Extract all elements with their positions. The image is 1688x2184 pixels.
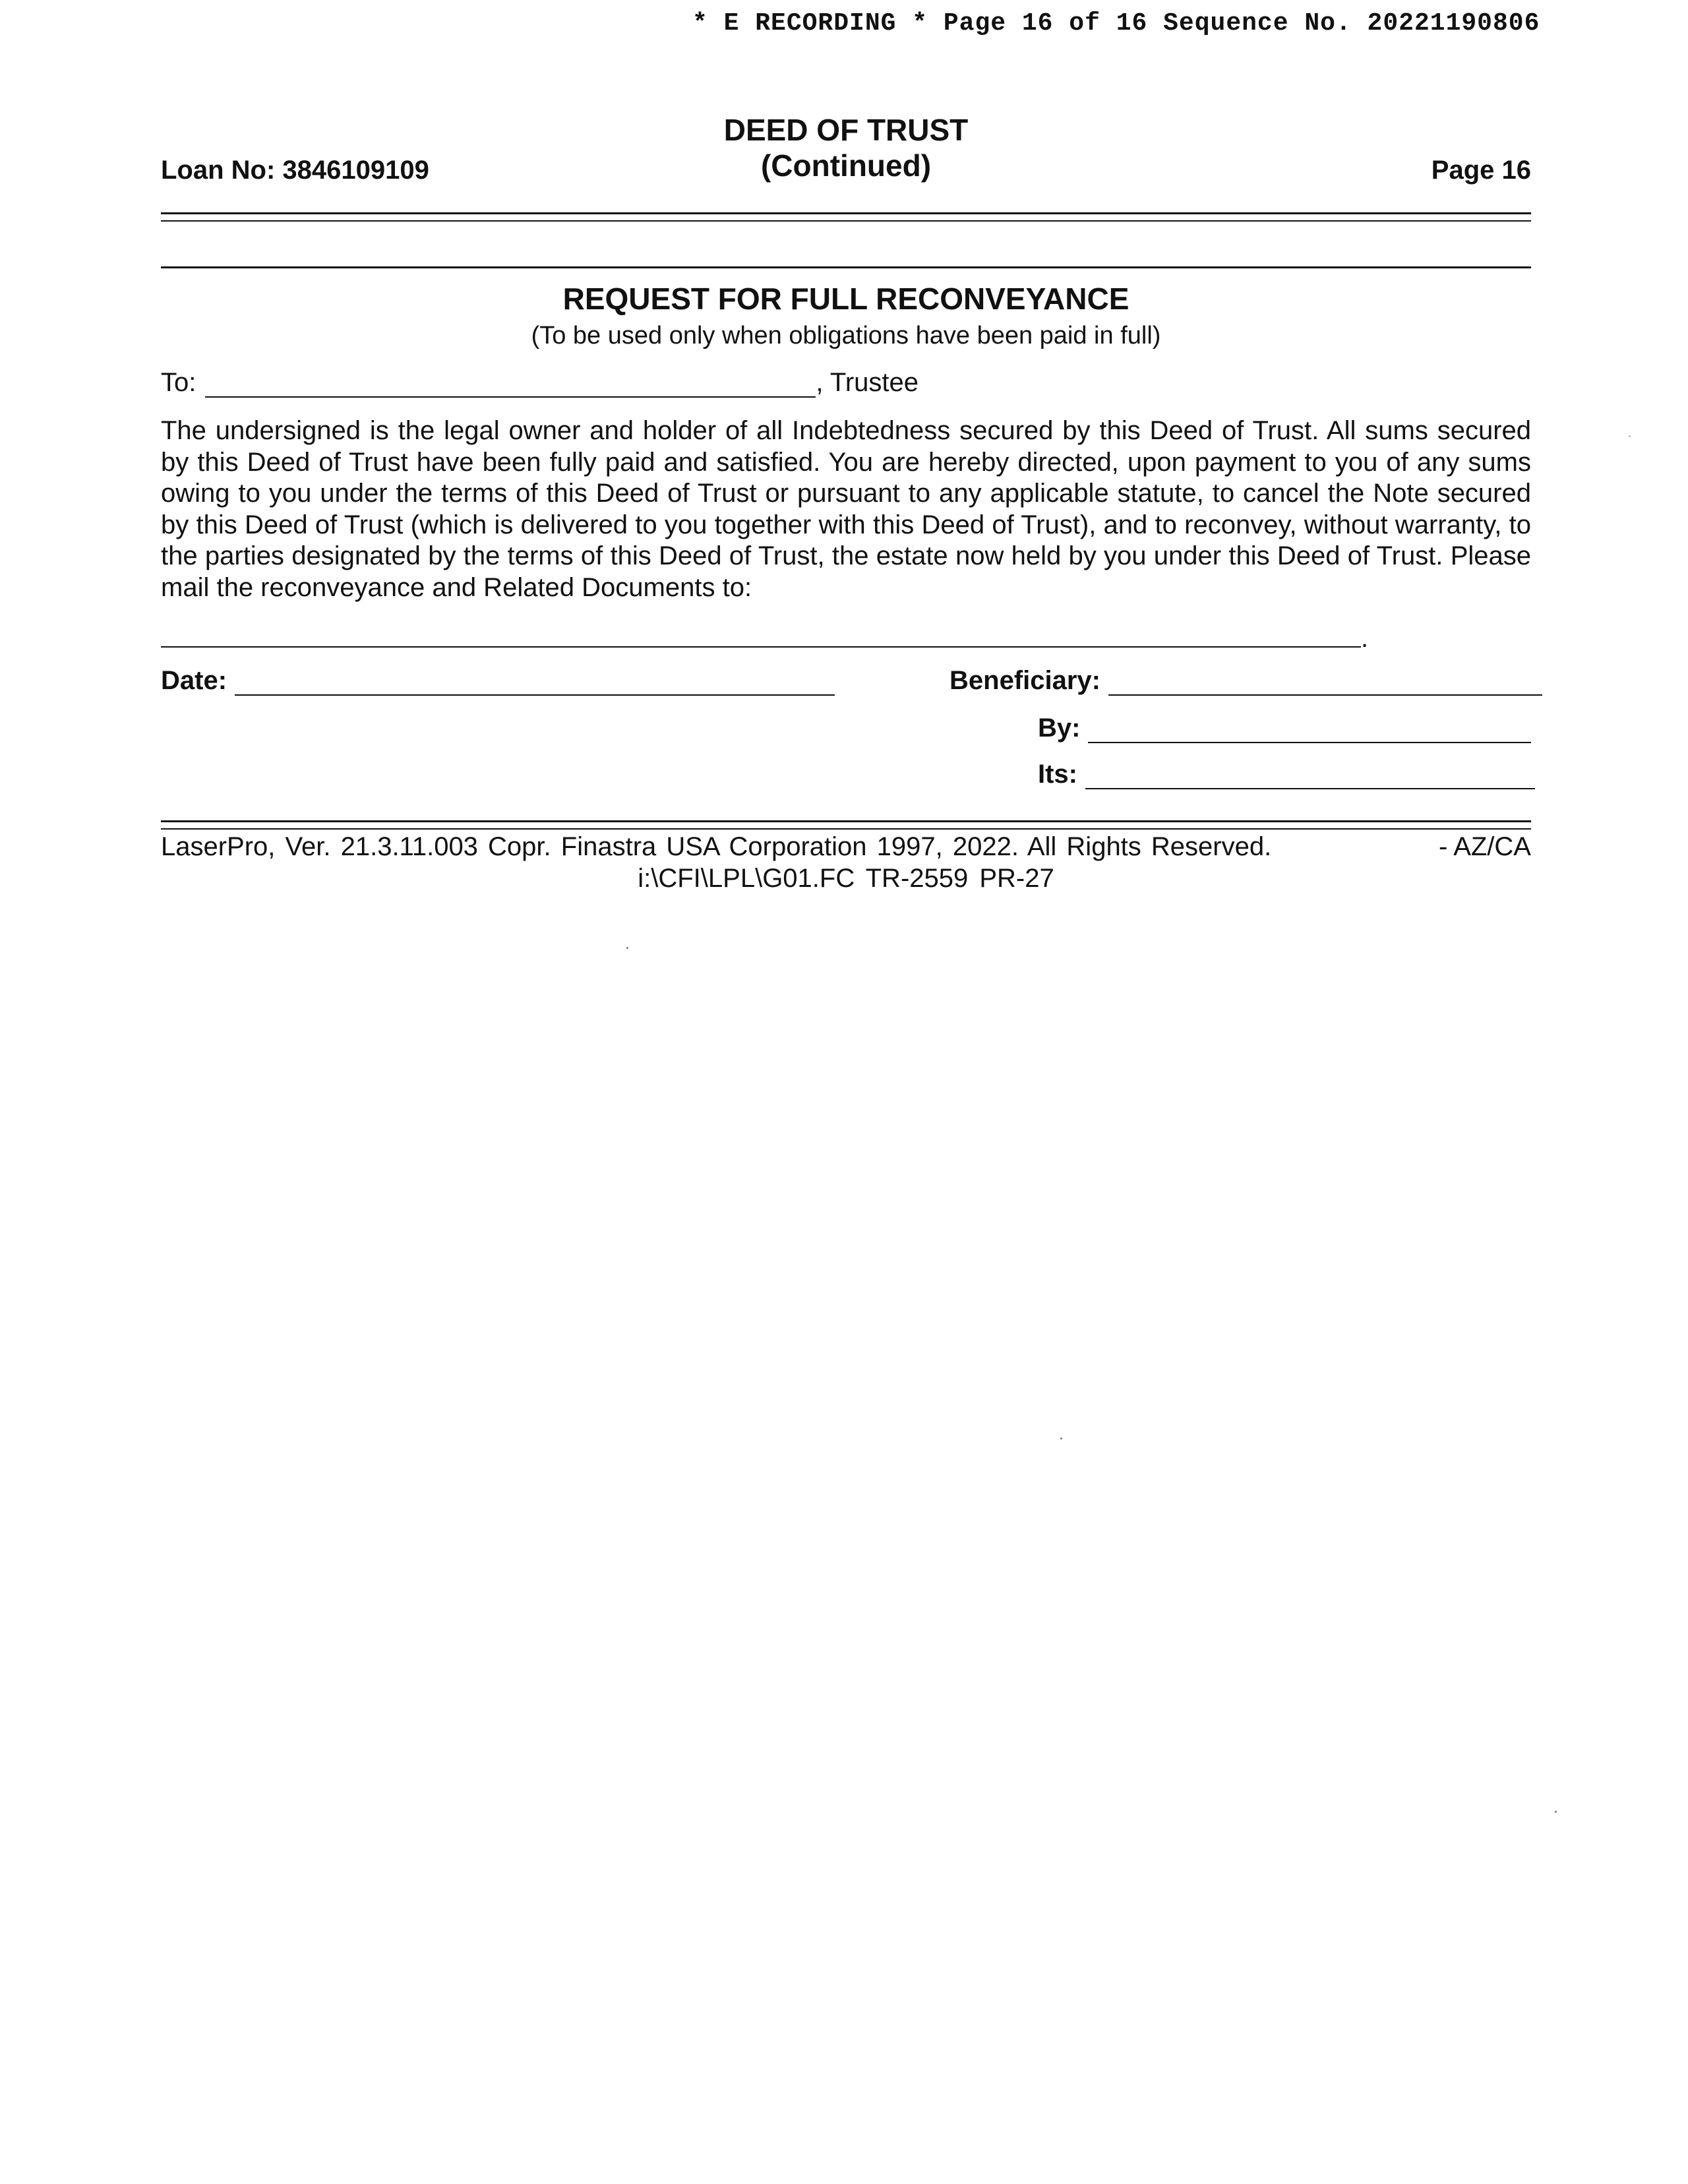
its-label: Its: bbox=[1038, 760, 1077, 789]
body-paragraph: The undersigned is the legal owner and holder of all Indebtedness secured by this Deed of Trust. All sums secured by this Deed of Trust have been fully paid and satisfied. You are hereby directed, upon payment to you of any sums owing to you under the terms of this Deed of Trust or pursuant to any applicable statute, to cancel the Note secured by this Deed of Trust (which is delivered to you together with this Deed of Trust), and to reconvey, without warranty, to the parties designated by the terms of this Deed of Trust, the estate now held by you under this Deed of Trust. Please mail the reconveyance and Related Documents to: bbox=[161, 416, 1531, 602]
footer-divider-bottom bbox=[161, 828, 1531, 830]
document-title: DEED OF TRUST bbox=[723, 113, 969, 147]
scan-speck bbox=[1555, 1811, 1557, 1813]
footer-state: - AZ/CA bbox=[1438, 832, 1531, 861]
scan-speck bbox=[1060, 1438, 1062, 1440]
section-divider bbox=[161, 266, 1531, 268]
header-divider-bottom bbox=[161, 220, 1531, 222]
trustee-name-field[interactable] bbox=[205, 373, 816, 398]
document-title-block bbox=[714, 112, 978, 183]
document-header bbox=[161, 112, 1531, 191]
trustee-suffix: , Trustee bbox=[816, 368, 919, 397]
beneficiary-field[interactable] bbox=[1108, 671, 1542, 696]
document-subtitle: (Continued) bbox=[760, 148, 932, 183]
by-field[interactable] bbox=[1088, 718, 1531, 743]
section-subtitle: (To be used only when obligations have been paid in full) bbox=[531, 322, 1161, 349]
beneficiary-label: Beneficiary: bbox=[950, 666, 1100, 695]
its-row bbox=[1038, 760, 1535, 789]
recording-header: * E RECORDING * Page 16 of 16 Sequence No. 20221190806 bbox=[692, 9, 1540, 38]
footer-divider-top bbox=[161, 820, 1531, 822]
date-label: Date: bbox=[161, 666, 227, 695]
its-field[interactable] bbox=[1085, 764, 1535, 789]
header-divider-top bbox=[161, 212, 1531, 214]
mail-to-address-field[interactable] bbox=[161, 620, 1361, 648]
to-label: To: bbox=[161, 368, 196, 397]
page-number: Page 16 bbox=[1431, 156, 1531, 185]
scan-speck bbox=[626, 947, 628, 949]
beneficiary-row bbox=[950, 666, 1542, 696]
footer-path: i:\CFI\LPL\G01.FC TR-2559 PR-27 bbox=[638, 864, 1054, 893]
footer-version: LaserPro, Ver. 21.3.11.003 Copr. Finastra USA Corporation 1997, 2022. All Rights Reserved. bbox=[161, 832, 1272, 861]
date-field[interactable] bbox=[235, 671, 835, 696]
scan-speck bbox=[1629, 435, 1631, 437]
trustee-line bbox=[161, 368, 919, 398]
section-title: REQUEST FOR FULL RECONVEYANCE bbox=[562, 282, 1130, 316]
by-row bbox=[1038, 713, 1531, 743]
mail-line-period: . bbox=[1361, 624, 1369, 653]
date-row bbox=[161, 666, 835, 696]
loan-number: Loan No: 3846109109 bbox=[161, 156, 429, 185]
by-label: By: bbox=[1038, 713, 1081, 743]
